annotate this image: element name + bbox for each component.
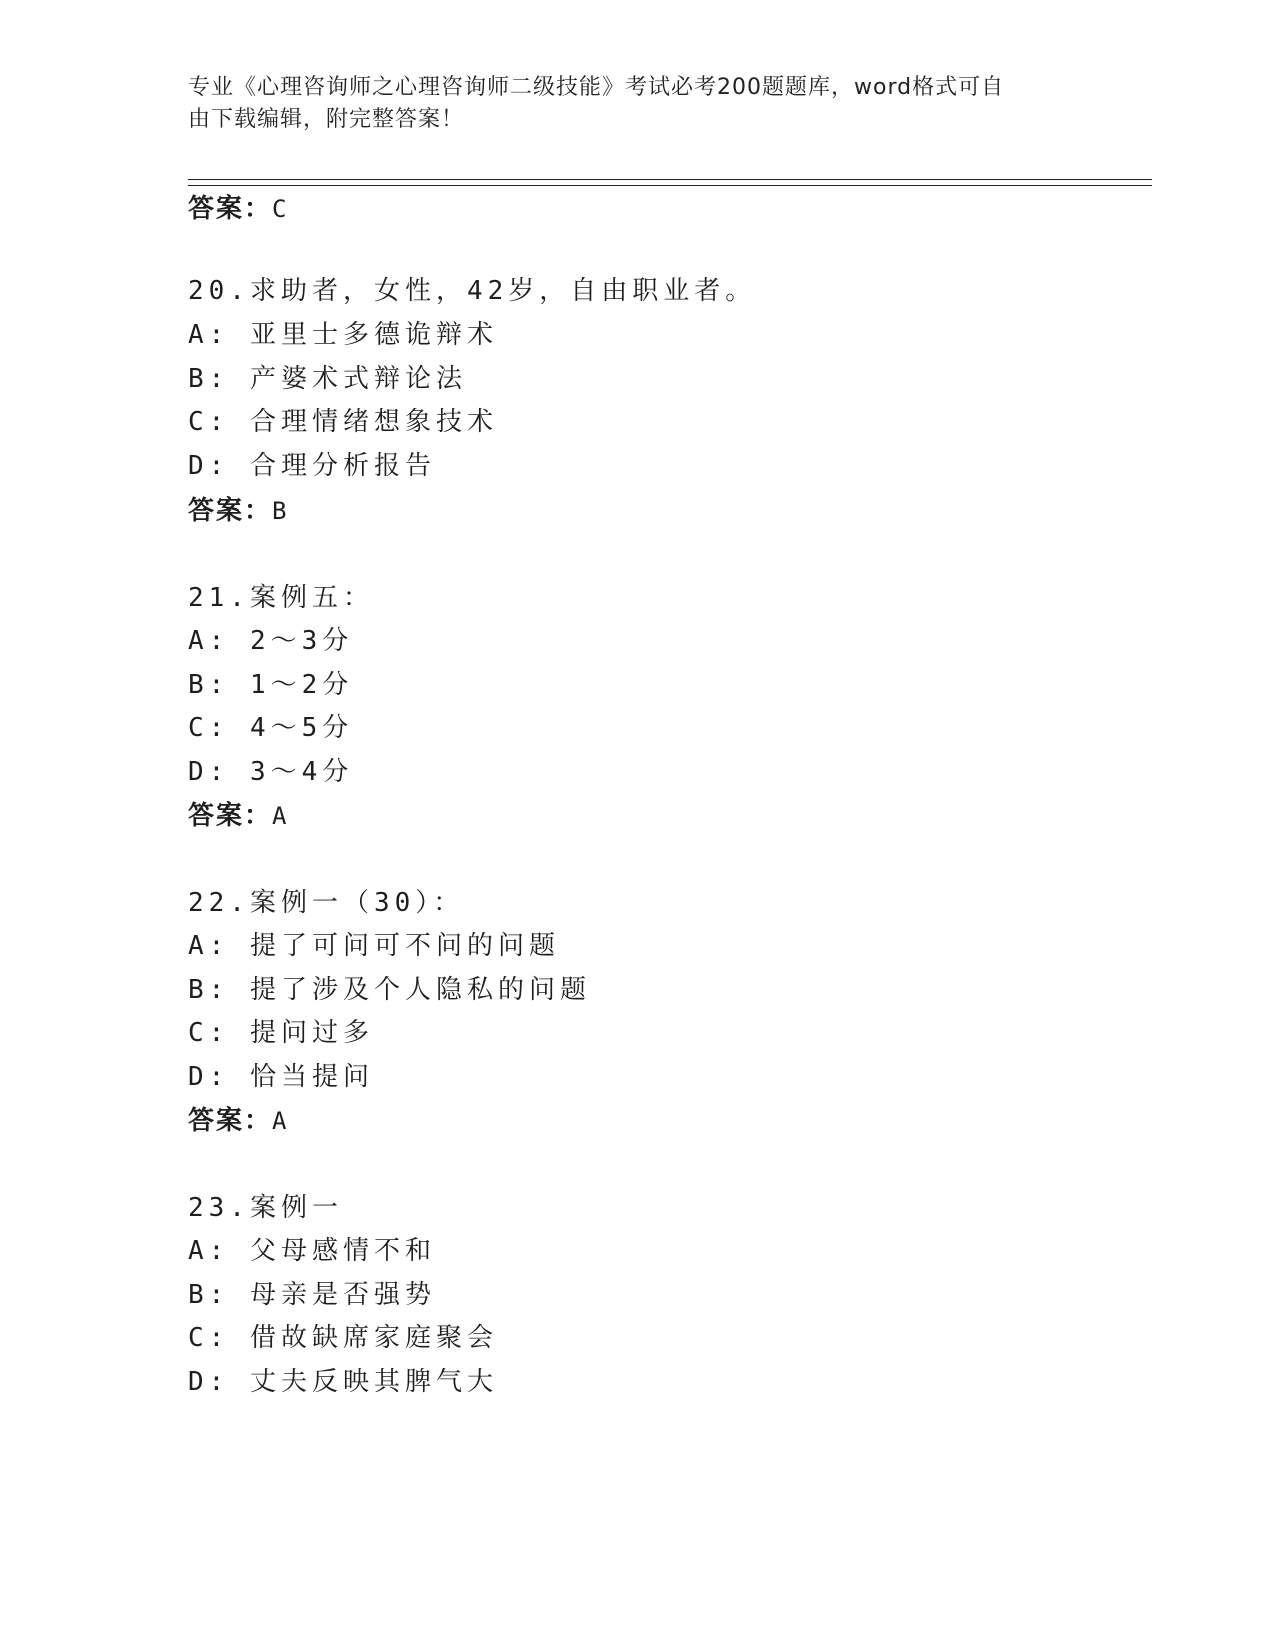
option-c: C: 合理情绪想象技术 [188,407,498,437]
answer-label: 答案： [188,1106,273,1136]
answer-label: 答案： [188,801,273,831]
option-a: A: 2～3分 [188,626,354,656]
option-a: A: 亚里士多德诡辩术 [188,320,498,350]
answer-line [188,1106,288,1136]
option-b: B: 提了涉及个人隐私的问题 [188,975,591,1005]
option-d: D: 丈夫反映其脾气大 [188,1367,498,1397]
answer-label: 答案： [188,496,273,526]
option-b: B: 产婆术式辩论法 [188,364,467,394]
answer-value: C [272,195,289,223]
option-a: A: 父母感情不和 [188,1236,436,1266]
answer-value: A [272,1107,289,1135]
header-line-2: 由下载编辑，附完整答案！ [188,107,465,132]
header-divider-bottom [188,185,1152,186]
answer-line [188,194,288,224]
option-d: D: 合理分析报告 [188,451,436,481]
header-line-1: 专业《心理咨询师之心理咨询师二级技能》考试必考200题题库，word格式可自 [188,75,1005,100]
answer-value: B [272,497,289,525]
header-divider-top [188,179,1152,180]
option-d: D: 3～4分 [188,757,354,787]
answer-value: A [272,802,289,830]
option-c: C: 借故缺席家庭聚会 [188,1323,498,1353]
option-d: D: 恰当提问 [188,1062,374,1092]
answer-label: 答案： [188,194,273,224]
document-header [188,72,1068,136]
question-stem: 21.案例五： [188,583,374,613]
question-stem: 20.求助者，女性，42岁，自由职业者。 [188,276,757,306]
option-b: B: 母亲是否强势 [188,1280,436,1310]
option-b: B: 1～2分 [188,670,354,700]
option-a: A: 提了可问可不问的问题 [188,931,560,961]
question-stem: 22.案例一（30）： [188,888,465,918]
answer-line [188,801,288,831]
question-stem: 23.案例一 [188,1193,343,1223]
option-c: C: 提问过多 [188,1018,374,1048]
option-c: C: 4～5分 [188,713,354,743]
answer-line [188,496,288,526]
